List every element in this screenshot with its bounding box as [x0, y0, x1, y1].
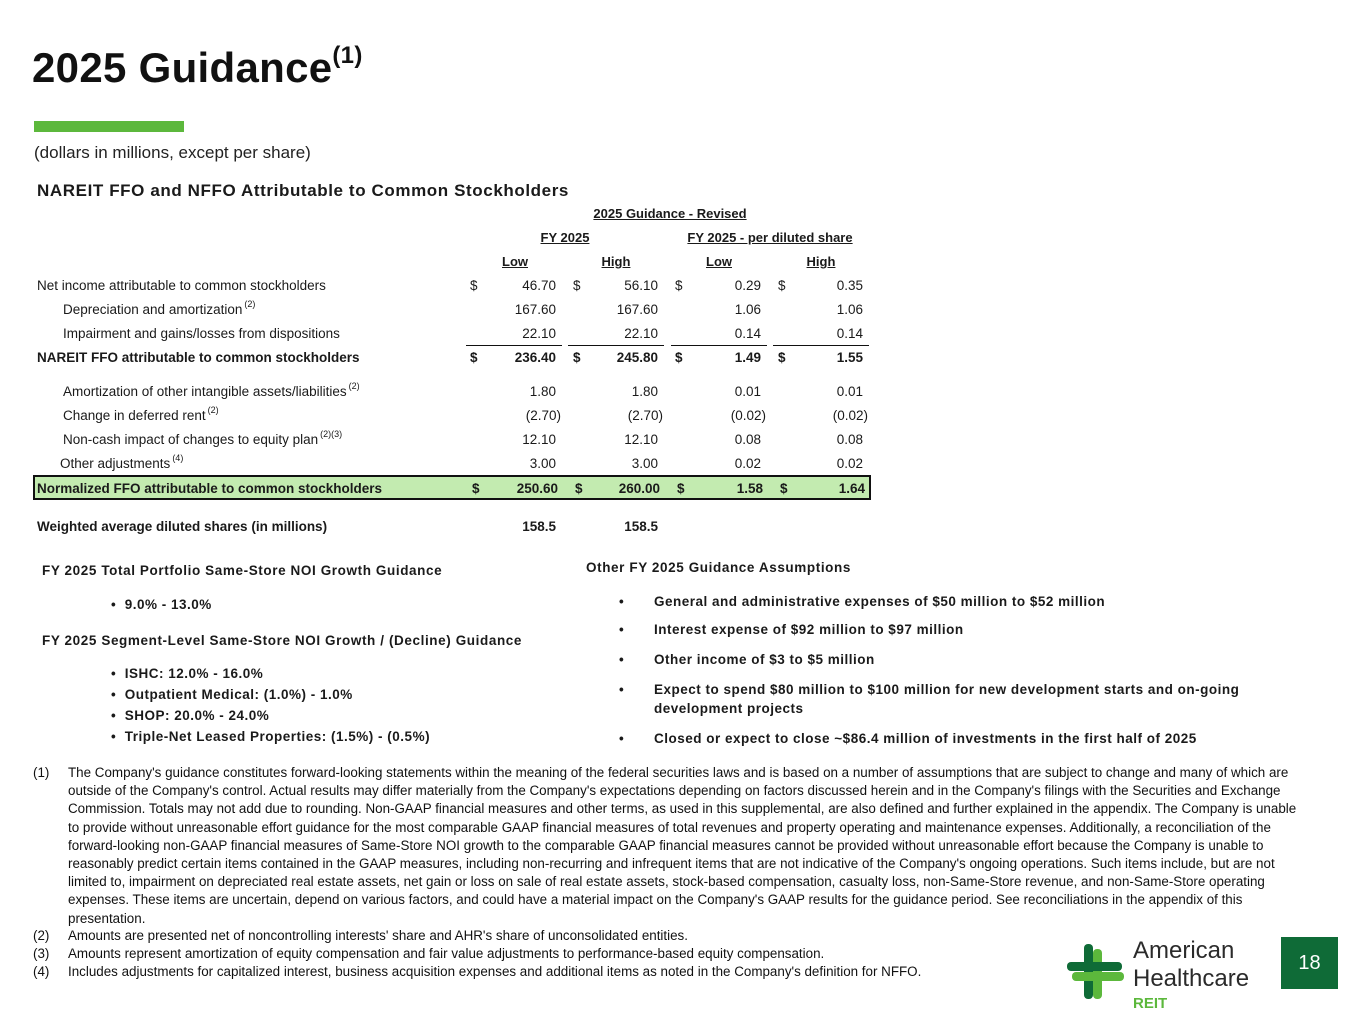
cell-value: 22.10: [522, 326, 556, 341]
table-row: [36, 405, 870, 427]
subtotal-rule: [773, 345, 869, 346]
col-header-high: High: [806, 254, 836, 269]
subtotal-rule: [671, 345, 767, 346]
plus-cross-icon: [1066, 937, 1266, 1012]
cell-value: 1.64: [838, 481, 865, 496]
noi-segment-item: • Outpatient Medical: (1.0%) - 1.0%: [111, 687, 353, 702]
cell-value: 12.10: [624, 432, 658, 447]
cell-value: 0.01: [836, 384, 863, 399]
footnote-ref: (2): [207, 405, 219, 415]
dollar-sign: $: [778, 278, 786, 293]
noi-segment-item: • Triple-Net Leased Properties: (1.5%) - (0.5%): [111, 729, 431, 744]
noi-total-title: FY 2025 Total Portfolio Same-Store NOI Growth Guidance: [42, 563, 443, 578]
cell-value: 158.5: [624, 519, 658, 534]
row-label: Net income attributable to common stockholders: [37, 278, 326, 293]
cell-value: 3.00: [529, 456, 556, 471]
dollar-sign: $: [573, 278, 581, 293]
bullet-dot: •: [619, 731, 625, 746]
bullet-dot: •: [619, 652, 625, 667]
subtotal-rule: [466, 345, 562, 346]
cell-value: 0.08: [836, 432, 863, 447]
dollar-sign: $: [675, 350, 683, 365]
cell-value: (0.02): [832, 408, 868, 423]
table-row: [36, 299, 870, 321]
cell-value: 46.70: [522, 278, 556, 293]
dollar-sign: $: [677, 481, 685, 496]
cell-value: 1.06: [836, 302, 863, 317]
footnote-ref: (2): [244, 299, 256, 309]
units-subtitle: (dollars in millions, except per share): [34, 143, 311, 162]
cell-value: 167.60: [616, 302, 658, 317]
row-label: Weighted average diluted shares (in millions): [37, 519, 328, 534]
table-row: [36, 453, 870, 475]
subtotal-rule: [568, 345, 664, 346]
dollar-sign: $: [472, 481, 480, 496]
assumption-item: Other income of $3 to $5 million: [654, 652, 875, 667]
cell-value: 1.49: [734, 350, 761, 365]
footnote-text: Includes adjustments for capitalized interest, business acquisition expenses and additional items as noted in the Company's definition for NFFO.: [68, 964, 922, 979]
table-row: [36, 429, 870, 451]
table-row: [36, 275, 870, 297]
cell-value: 245.80: [616, 350, 658, 365]
title-footnote-ref: (1): [332, 42, 363, 69]
assumption-item: General and administrative expenses of $50 million to $52 million: [654, 594, 1106, 609]
cell-value: 250.60: [516, 481, 558, 496]
dollar-sign: $: [780, 481, 788, 496]
logo-line3: REIT: [1133, 995, 1168, 1012]
cell-value: 0.14: [836, 326, 863, 341]
cell-value: 0.02: [734, 456, 761, 471]
logo-line1: American: [1133, 937, 1235, 964]
footnote-text: Amounts represent amortization of equity compensation and fair value adjustments to performance-based equity compensation.: [68, 946, 825, 961]
footnote-mark: (2): [33, 928, 50, 943]
cell-value: 236.40: [514, 350, 556, 365]
table-group-header: 2025 Guidance - Revised: [593, 206, 747, 221]
row-label: Change in deferred rent: [63, 408, 206, 423]
cell-value: 0.01: [734, 384, 761, 399]
footnote-ref: (4): [172, 453, 184, 463]
footnote-ref: (2)(3): [320, 429, 343, 439]
footnote-text: The Company's guidance constitutes forward-looking statements within the meaning of the federal securities laws and is based on a number of assumptions that are subject to change and many of which are outside of the Company's control. Actual results may differ materially from the Company's expectations depending on factors discussed herein and in the Company's filings with the Securities and Exchange Commission. Totals may not add due to rounding. Non-GAAP financial measures and other terms, as used in this supplemental, are also defined and further explained in the appendix. The Company is unable to provide without unreasonable effort guidance for the most comparable GAAP financial measures of total revenues and property operating and maintenance expenses. Additionally, a reconciliation of the forward-looking non-GAAP financial measures of Same-Store NOI growth to the comparable GAAP financial measures cannot be provided without unreasonable effort because the Company is unable to reasonably predict certain items contained in the GAAP measures, including non-recurring and infrequent items that are not indicative of the Company's ongoing operations. Such items include, but are not limited to, impairment on depreciated real estate assets, net gain or loss on sale of real estate assets, stock-based compensation, casualty loss, non-Same-Store revenue, and non-Same-Store operating expenses. These items are uncertain, depend on various factors, and could have a material impact on the Company's GAAP results for the guidance period. See reconciliations in the appendix of this presentation.: [68, 765, 1297, 926]
footnote-mark: (4): [33, 964, 50, 979]
cell-value: (2.70): [525, 408, 561, 423]
table-row-subtotal: [36, 347, 870, 369]
footnote-text: Amounts are presented net of noncontrolling interests' share and AHR's share of unconsolidated entities.: [68, 928, 688, 943]
cell-value: 1.06: [734, 302, 761, 317]
cell-value: 3.00: [631, 456, 658, 471]
logo-line2: Healthcare: [1133, 965, 1250, 992]
table-row: [36, 381, 870, 403]
assumptions-title: Other FY 2025 Guidance Assumptions: [586, 560, 851, 575]
dollar-sign: $: [573, 350, 581, 365]
bullet-dot: •: [619, 594, 625, 609]
noi-segment-title: FY 2025 Segment-Level Same-Store NOI Growth / (Decline) Guidance: [42, 633, 523, 648]
cell-value: 12.10: [522, 432, 556, 447]
row-label: Amortization of other intangible assets/liabilities: [63, 384, 347, 399]
company-logo: [1066, 937, 1266, 1012]
cell-value: 0.35: [836, 278, 863, 293]
col-header-low: Low: [502, 254, 528, 269]
cell-value: 22.10: [624, 326, 658, 341]
table-title: NAREIT FFO and NFFO Attributable to Common Stockholders: [37, 181, 569, 200]
cell-value: 0.08: [734, 432, 761, 447]
cell-value: 158.5: [522, 519, 556, 534]
cell-value: 0.02: [836, 456, 863, 471]
cell-value: 56.10: [624, 278, 658, 293]
col-header-high: High: [601, 254, 631, 269]
assumption-item: Expect to spend $80 million to $100 million for new development starts and on-going development projects: [654, 682, 1240, 716]
table-row: [36, 323, 870, 345]
cell-value: 167.60: [514, 302, 556, 317]
dollar-sign: $: [675, 278, 683, 293]
col-group-per-share: FY 2025 - per diluted share: [687, 230, 853, 245]
assumption-item: Closed or expect to close ~$86.4 million of investments in the first half of 2025: [654, 731, 1197, 746]
row-label: NAREIT FFO attributable to common stockholders: [37, 350, 360, 365]
page-number: 18: [1281, 937, 1338, 989]
row-label: Impairment and gains/losses from dispositions: [63, 326, 340, 341]
table-row: [36, 516, 870, 538]
cell-value: 1.55: [836, 350, 863, 365]
cell-value: (0.02): [730, 408, 766, 423]
col-group-fy2025: FY 2025: [540, 230, 590, 245]
dollar-sign: $: [575, 481, 583, 496]
col-header-low: Low: [706, 254, 732, 269]
dollar-sign: $: [470, 278, 478, 293]
bullet-dot: •: [619, 682, 625, 697]
footnote: [33, 764, 1308, 928]
noi-segment-item: • SHOP: 20.0% - 24.0%: [111, 708, 270, 723]
dollar-sign: $: [470, 350, 478, 365]
row-label: Normalized FFO attributable to common stockholders: [37, 481, 383, 496]
title-accent-bar: [34, 121, 184, 132]
footnote-ref: (2): [348, 381, 360, 391]
footnote-mark: (3): [33, 946, 50, 961]
footnote-mark: (1): [33, 765, 50, 780]
bullet-dot: •: [619, 622, 625, 637]
noi-segment-item: • ISHC: 12.0% - 16.0%: [111, 666, 264, 681]
table-row-total: [33, 475, 871, 500]
assumption-item: Interest expense of $92 million to $97 million: [654, 622, 964, 637]
cell-value: (2.70): [627, 408, 663, 423]
dollar-sign: $: [778, 350, 786, 365]
cell-value: 1.58: [736, 481, 763, 496]
cell-value: 1.80: [631, 384, 658, 399]
noi-total-item: • 9.0% - 13.0%: [111, 597, 212, 612]
cell-value: 1.80: [529, 384, 556, 399]
row-label: Non-cash impact of changes to equity plan: [63, 432, 319, 447]
row-label: Other adjustments: [60, 456, 171, 471]
row-label: Depreciation and amortization: [63, 302, 243, 317]
cell-value: 0.29: [734, 278, 761, 293]
page-title: 2025 Guidance$^{(1)}$: [32, 42, 363, 91]
cell-value: 260.00: [618, 481, 660, 496]
cell-value: 0.14: [734, 326, 761, 341]
